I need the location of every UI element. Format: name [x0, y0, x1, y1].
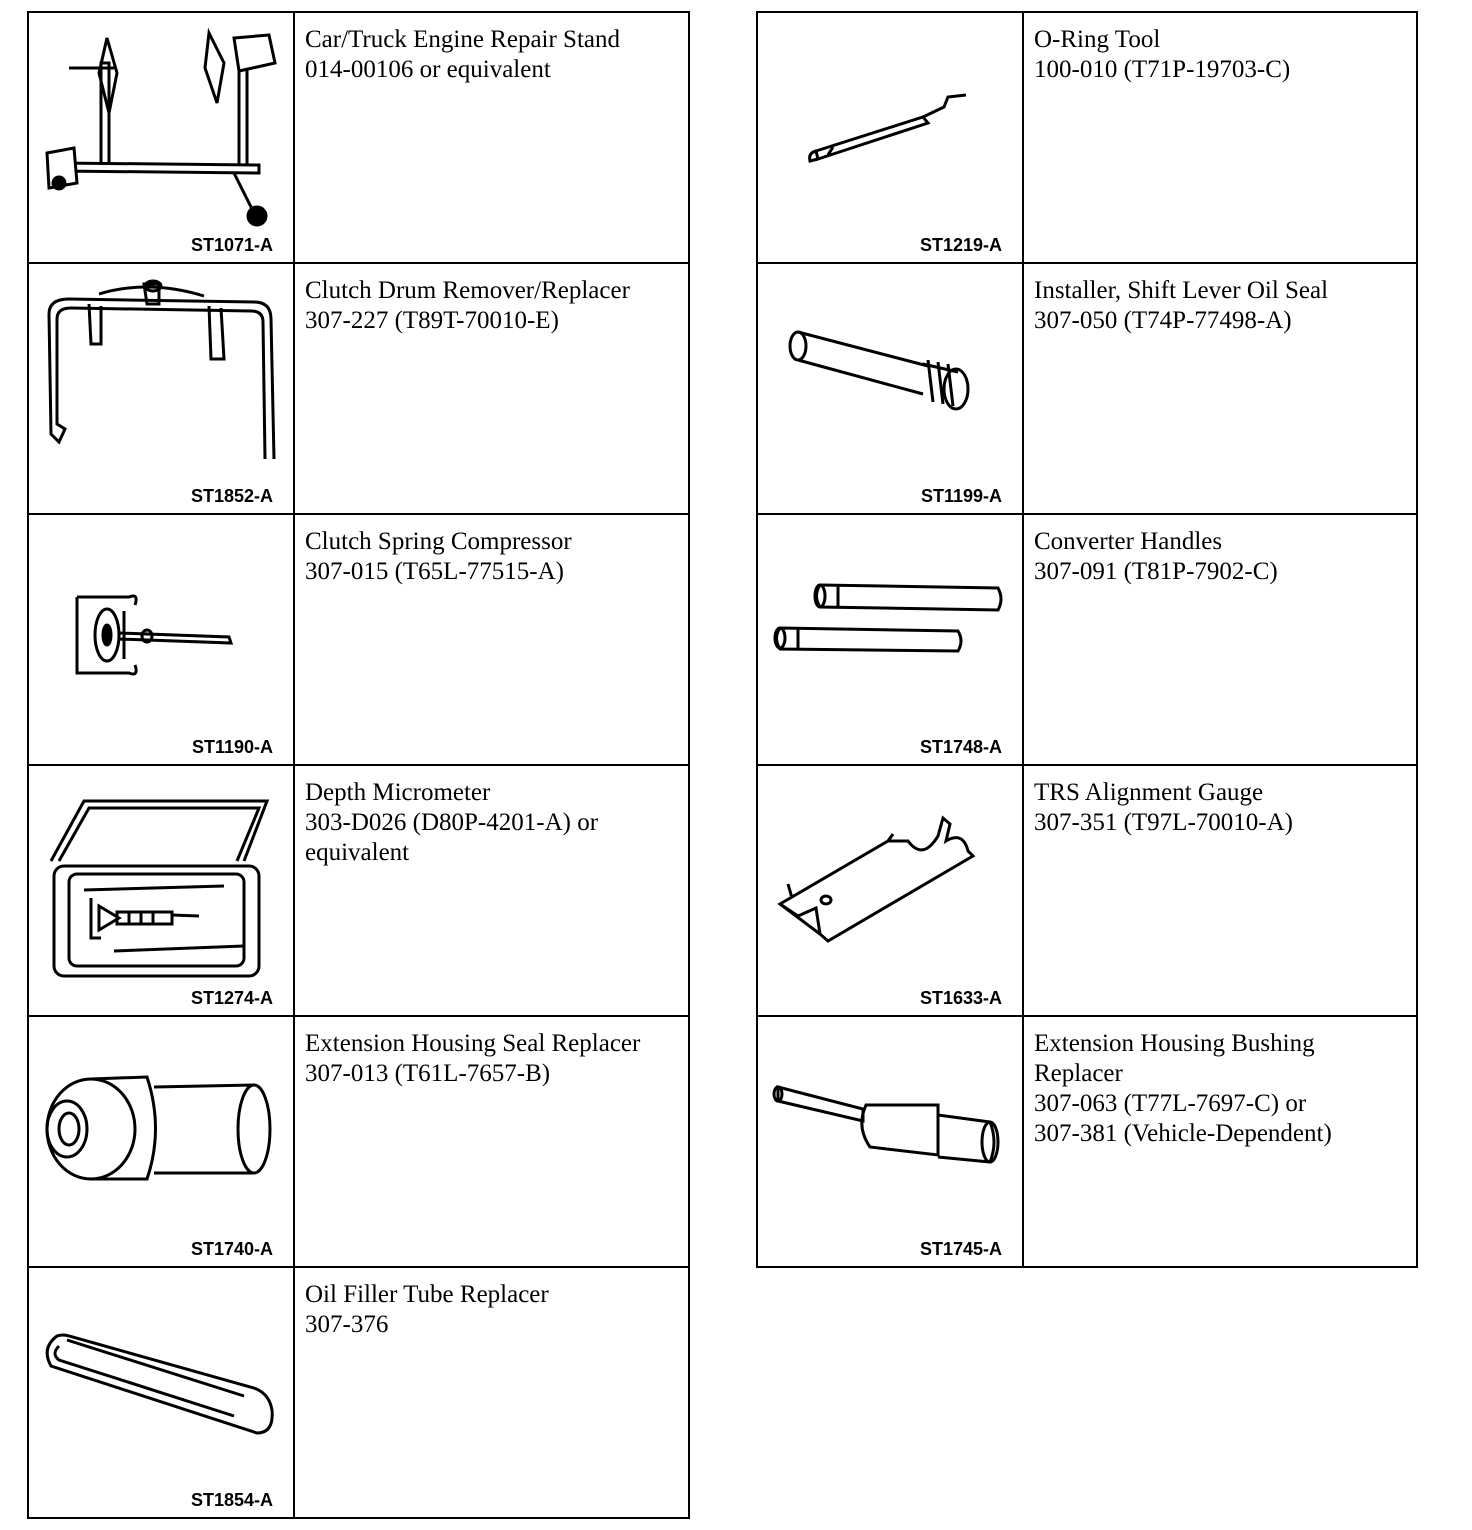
table-row — [28, 1267, 689, 1518]
clutch-spring-compressor-icon — [29, 515, 293, 764]
tool-image-cell — [28, 765, 294, 1016]
tool-image-cell — [757, 514, 1023, 765]
tool-image-cell — [757, 1016, 1023, 1267]
tool-name: Car/Truck Engine Repair Stand — [305, 26, 621, 53]
tool-code-label: ST1071-A — [190, 235, 273, 255]
table-row — [28, 1016, 689, 1267]
tool-code-label: ST1740-A — [190, 1239, 273, 1259]
engine-repair-stand-icon — [29, 13, 293, 262]
table-row — [757, 1016, 1417, 1267]
table-row — [28, 12, 689, 263]
tool-code-label: ST1190-A — [191, 737, 273, 757]
tool-part-number: 307-013 (T61L-7657-B) — [305, 1060, 551, 1087]
converter-handles-icon — [758, 515, 1022, 764]
tool-part-number-continued: equivalent — [305, 839, 410, 866]
table-row — [757, 12, 1417, 263]
right-tool-table — [756, 11, 1418, 1268]
tool-description-cell — [294, 514, 689, 765]
tool-description-cell — [294, 1267, 689, 1518]
tool-image-cell — [28, 514, 294, 765]
extension-housing-bushing-replacer-icon — [758, 1017, 1022, 1266]
tool-name: TRS Alignment Gauge — [1034, 779, 1264, 806]
tool-image-cell — [757, 263, 1023, 514]
tool-code-label: ST1633-A — [919, 988, 1002, 1008]
tool-description-cell — [1023, 1016, 1417, 1267]
tool-part-number: 307-227 (T89T-70010-E) — [305, 307, 559, 334]
tool-description-cell — [294, 765, 689, 1016]
tool-description-cell — [294, 1016, 689, 1267]
tool-code-label: ST1748-A — [919, 737, 1002, 757]
tool-name: Depth Micrometer — [305, 779, 491, 806]
tool-name: Oil Filler Tube Replacer — [305, 1281, 549, 1308]
tool-code-label: ST1219-A — [919, 235, 1002, 255]
tool-image-cell — [28, 263, 294, 514]
tool-image-cell — [757, 12, 1023, 263]
tool-image-cell — [28, 1267, 294, 1518]
tool-description-cell — [294, 263, 689, 514]
table-row — [28, 765, 689, 1016]
tool-name-continued: Replacer — [1034, 1060, 1123, 1087]
tool-image-cell — [757, 765, 1023, 1016]
tool-description-cell — [1023, 514, 1417, 765]
tool-code-label: ST1854-A — [190, 1490, 273, 1510]
tool-part-number: 307-376 — [305, 1311, 389, 1338]
tool-name: Extension Housing Seal Replacer — [305, 1030, 641, 1057]
tool-description-cell — [1023, 12, 1417, 263]
tool-name: Extension Housing Bushing — [1034, 1030, 1315, 1057]
tool-description-cell — [294, 12, 689, 263]
tool-part-number: 307-015 (T65L-77515-A) — [305, 558, 564, 585]
tool-part-number: 303-D026 (D80P-4201-A) or — [305, 809, 599, 836]
tool-part-number: 307-351 (T97L-70010-A) — [1034, 809, 1293, 836]
tool-name: Installer, Shift Lever Oil Seal — [1034, 277, 1329, 304]
table-row — [757, 765, 1417, 1016]
tool-code-label: ST1745-A — [919, 1239, 1002, 1259]
table-row — [28, 263, 689, 514]
tool-description-cell — [1023, 765, 1417, 1016]
table-row — [757, 514, 1417, 765]
o-ring-tool-icon — [758, 13, 1022, 262]
tool-name: O-Ring Tool — [1034, 26, 1161, 53]
shift-lever-oil-seal-installer-icon — [758, 264, 1022, 513]
table-row — [28, 514, 689, 765]
table-row — [757, 263, 1417, 514]
trs-alignment-gauge-icon — [758, 766, 1022, 1015]
clutch-drum-remover-icon — [29, 264, 293, 513]
depth-micrometer-icon — [29, 766, 293, 1015]
tool-code-label: ST1852-A — [190, 486, 273, 506]
oil-filler-tube-replacer-icon — [29, 1268, 293, 1517]
tool-code-label: ST1274-A — [190, 988, 273, 1008]
tool-part-number: 100-010 (T71P-19703-C) — [1034, 56, 1291, 83]
tool-part-number: 307-063 (T77L-7697-C) or — [1034, 1090, 1307, 1117]
tool-part-number: 307-091 (T81P-7902-C) — [1034, 558, 1278, 585]
tool-part-number: 014-00106 or equivalent — [305, 56, 551, 83]
tool-image-cell — [28, 12, 294, 263]
tool-part-number: 307-050 (T74P-77498-A) — [1034, 307, 1292, 334]
left-tool-table — [27, 11, 690, 1519]
tool-part-number-alternate: 307-381 (Vehicle-Dependent) — [1034, 1120, 1332, 1147]
extension-housing-seal-replacer-icon — [29, 1017, 293, 1266]
tool-name: Clutch Drum Remover/Replacer — [305, 277, 630, 304]
tool-name: Clutch Spring Compressor — [305, 528, 572, 555]
tool-image-cell — [28, 1016, 294, 1267]
tool-code-label: ST1199-A — [920, 486, 1002, 506]
tool-name: Converter Handles — [1034, 528, 1223, 555]
tool-description-cell — [1023, 263, 1417, 514]
